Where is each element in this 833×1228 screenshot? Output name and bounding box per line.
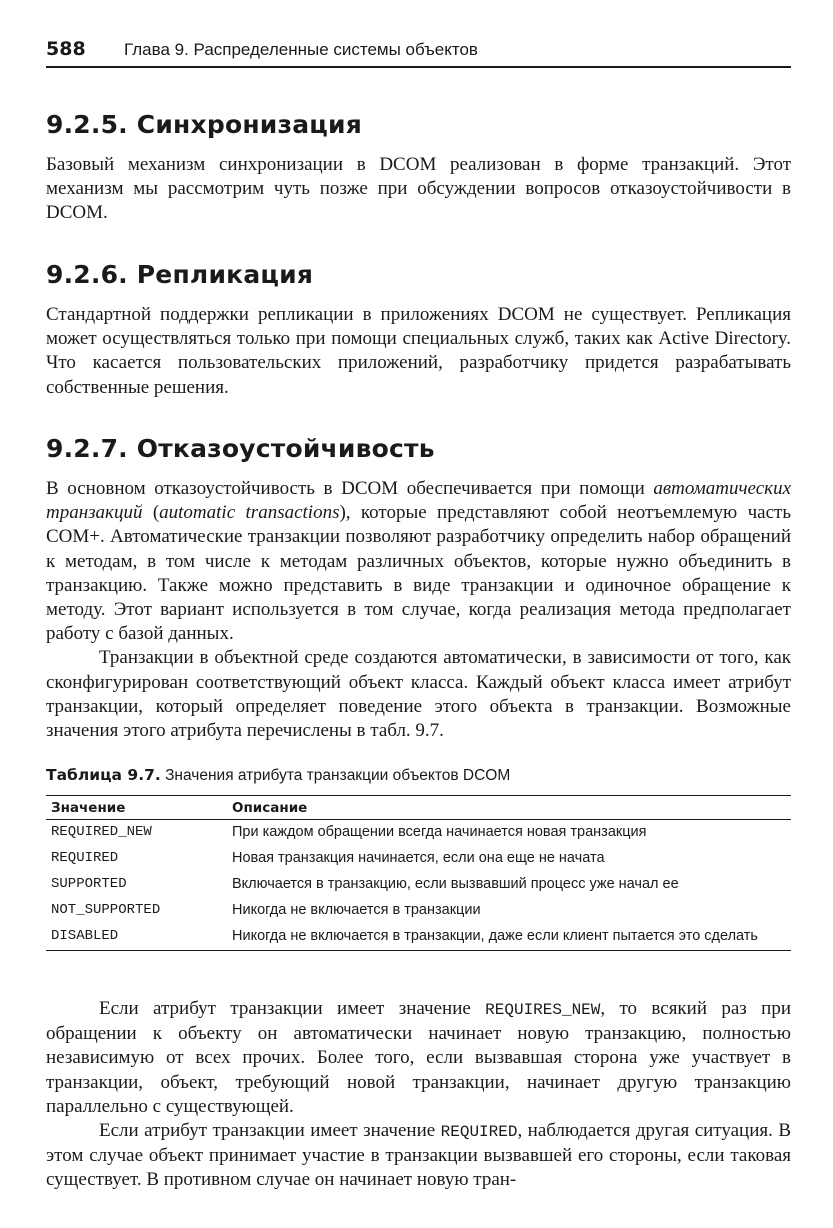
paragraph	[46, 477, 791, 646]
table-row	[46, 846, 791, 872]
text-run: , наблюдается другая ситуация. В этом случае объект принимает участие в транзакции вызвавшей его стороны, если таковая существует. В противном случае он начинает новую тран-	[46, 1120, 791, 1191]
value-cell: REQUIRED_NEW	[51, 824, 152, 840]
paragraph: Стандартной поддержки репликации в приложениях DCOM не существует. Репликация может осуществляться только при помощи специальных служб, таких как Active Directory. Что касается пользовательских приложений, разработчику придется разрабатывать собственные решения.	[46, 304, 791, 398]
value-cell: NOT_SUPPORTED	[51, 902, 161, 918]
column-header-value: Значение	[46, 796, 227, 820]
table-caption-label: Таблица 9.7.	[46, 766, 161, 784]
text-run: ), которые представляют собой неотъемлемую часть COM+. Автоматические транзакции позволяют разработчику определить набор обращений к методам, в том числе к методам различных объектов, которые нужно объединить в транзакцию. Также можно представить в виде транзакции и одиночное обращение к методу. Этот вариант используется в том случае, когда реализация метода предполагает работу с базой данных.	[46, 502, 791, 645]
table-row	[46, 872, 791, 898]
description-cell: Новая транзакция начинается, если она еще не начата	[232, 850, 605, 866]
description-cell: Никогда не включается в транзакции, даже если клиент пытается это сделать	[227, 924, 791, 951]
section-heading-fault-tolerance: 9.2.7. Отказоустойчивость	[46, 434, 435, 463]
text-run: , то всякий раз при обращении к объекту он автоматически начинает новую транзакцию, полностью независимую от всех прочих. Более того, если вызвавшая сторона уже участвует в транзакции, объект, требующий новой транзакции, начинает другую транзакцию параллельно с существующей.	[46, 998, 791, 1117]
running-header	[46, 36, 791, 68]
page-number: 588	[46, 38, 86, 60]
paragraph: Базовый механизм синхронизации в DCOM реализован в форме транзакций. Этот механизм мы рассмотрим чуть позже при обсуждении вопросов отказоустойчивости в DCOM.	[46, 154, 791, 224]
description-cell: При каждом обращении всегда начинается новая транзакция	[232, 824, 647, 840]
table-row	[46, 898, 791, 924]
transaction-attribute-table	[46, 795, 791, 951]
value-cell: DISABLED	[46, 924, 227, 951]
value-cell: SUPPORTED	[51, 876, 127, 892]
emphasis: автоматических транзакций	[46, 478, 791, 524]
replication-text	[46, 303, 791, 400]
table-row	[46, 820, 791, 847]
value-cell: REQUIRED	[51, 850, 119, 866]
paragraph	[46, 997, 791, 1119]
section-heading-synchronization: 9.2.5. Синхронизация	[46, 110, 362, 139]
paragraph	[46, 1119, 791, 1193]
post-table-text	[46, 997, 791, 1193]
synchronization-text	[46, 153, 791, 226]
table-header-row	[46, 796, 791, 820]
text-run: Если атрибут транзакции имеет значение	[99, 998, 486, 1019]
table-caption	[46, 766, 510, 785]
table-caption-text: Значения атрибута транзакции объектов DCOM	[160, 767, 511, 784]
section-heading-replication: 9.2.6. Репликация	[46, 260, 314, 289]
table-row	[46, 924, 791, 951]
text-run: Если атрибут транзакции имеет значение	[99, 1120, 441, 1142]
chapter-title: Глава 9. Распределенные системы объектов	[124, 40, 478, 59]
emphasis: automatic transactions	[159, 502, 340, 524]
code-term: REQUIRED	[440, 1123, 518, 1142]
code-term: REQUIRES_NEW	[485, 1001, 601, 1019]
description-cell: Включается в транзакцию, если вызвавший процесс уже начал ее	[232, 876, 679, 892]
fault-tolerance-text	[46, 477, 791, 743]
text-run: В основном отказоустойчивость в DCOM обеспечивается при помощи	[46, 478, 654, 499]
column-header-description: Описание	[227, 796, 791, 820]
paragraph: Транзакции в объектной среде создаются автоматически, в зависимости от того, как сконфигурирован соответствующий объект класса. Каждый объект класса имеет атрибут транзакции, который определяет поведение этого объекта в транзакции. Возможные значения этого атрибута перечислены в табл. 9.7.	[46, 647, 791, 742]
text-run: (	[142, 502, 160, 524]
description-cell: Никогда не включается в транзакции	[232, 902, 481, 918]
